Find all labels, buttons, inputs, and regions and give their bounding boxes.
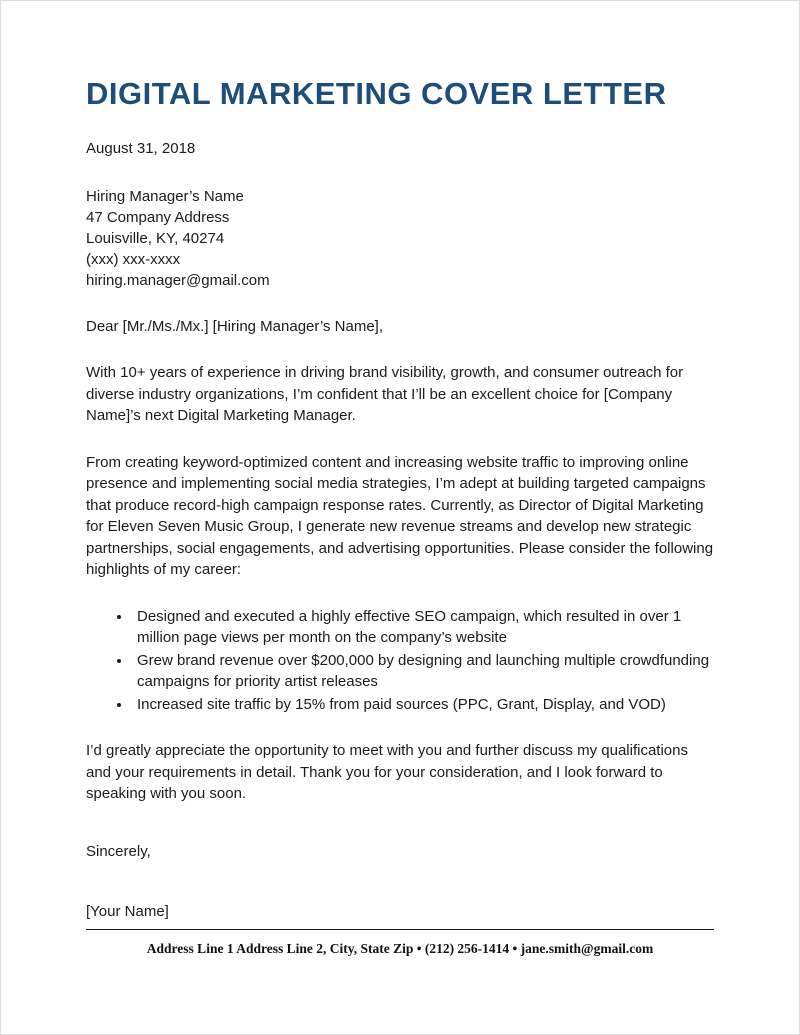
page-title: DIGITAL MARKETING COVER LETTER [86, 76, 667, 111]
recipient-city-state-zip: Louisville, KY, 40274 [86, 230, 225, 248]
recipient-block [86, 186, 714, 291]
highlight-item: • Grew brand revenue over $200,000 by designing and launching multiple crowdfunding campaigns for priority artist releases [132, 650, 714, 693]
highlight-item: • Designed and executed a highly effective SEO campaign, which resulted in over 1 million page views per month on the company’s website [132, 606, 714, 649]
recipient-address: 47 Company Address [86, 209, 230, 227]
signature-placeholder: [Your Name] [86, 902, 169, 920]
contact-footer: Address Line 1 Address Line 2, City, State Zip • (212) 256-1414 • jane.smith@gmail.com [86, 929, 714, 958]
sign-off: Sincerely, [86, 842, 151, 860]
letter-date: August 31, 2018 [86, 140, 196, 158]
recipient-name: Hiring Manager’s Name [86, 188, 244, 206]
highlight-item: • Increased site traffic by 15% from paid sources (PPC, Grant, Display, and VOD) [132, 694, 714, 716]
recipient-email: hiring.manager@gmail.com [86, 272, 270, 290]
salutation: Dear [Mr./Ms./Mx.] [Hiring Manager’s Name], [86, 318, 384, 336]
body-paragraph-intro: With 10+ years of experience in driving brand visibility, growth, and consumer outreach for diverse industry organizations, I’m confident that I’ll be an excellent choice for [Company Name]’s next Digital Marketing Manager. [86, 364, 684, 425]
body-paragraph-experience: From creating keyword-optimized content and increasing website traffic to improving online presence and implementing social media strategies, I’m adept at building targeted campaigns that produce record-high campaign response rates. Currently, as Director of Digital Marketing for Eleven Seven Music Group, I generate new revenue streams and develop new strategic partnerships, social engagements, and advertising opportunities. Please consider the following highlights of my career: [86, 453, 714, 579]
recipient-phone: (xxx) xxx-xxxx [86, 251, 181, 269]
highlights-list [86, 606, 714, 716]
closing-paragraph: I’d greatly appreciate the opportunity to meet with you and further discuss my qualifications and your requirements in detail. Thank you for your consideration, and I look forward to speaking with you soon. [86, 742, 688, 803]
